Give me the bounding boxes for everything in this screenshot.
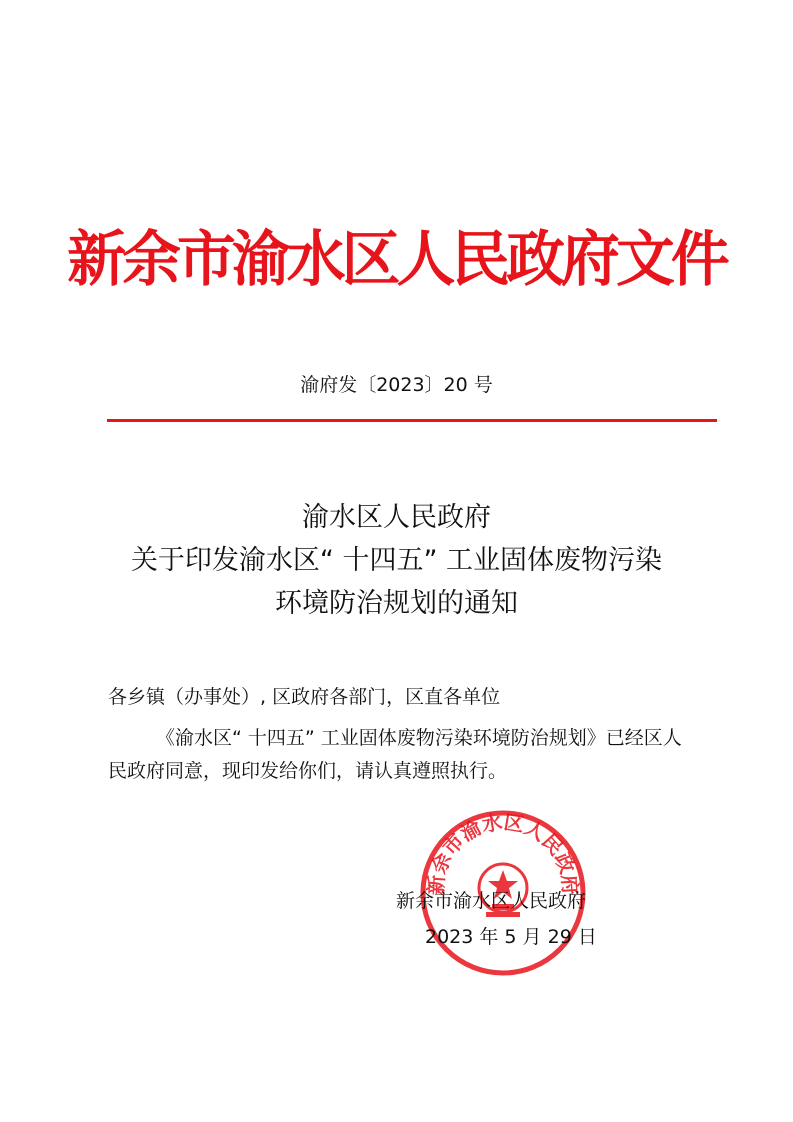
title-line-3: 环境防治规划的通知 (275, 588, 518, 619)
document-title (0, 496, 793, 625)
title-line-1: 渝水区人民政府 (302, 502, 491, 533)
header-divider (107, 419, 717, 422)
seal-text: 新余市渝水区人民政府 (423, 809, 583, 896)
issuer-name: 新余市渝水区人民政府 (396, 890, 587, 912)
issue-date: 2023 年 5 月 29 日 (425, 926, 597, 948)
document-header-title: 新余市渝水区人民政府文件 (67, 225, 726, 295)
body-paragraph: 《渝水区“ 十四五” 工业固体废物污染环境防治规划》已经区人民政府同意，现印发给你们，请认真遵照执行。 (108, 727, 682, 782)
title-line-2: 关于印发渝水区“ 十四五” 工业固体废物污染 (130, 545, 663, 576)
salutation: 各乡镇（办事处）, 区政府各部门，区直各单位 (108, 686, 501, 708)
document-number: 渝府发〔2023〕20 号 (300, 374, 493, 396)
